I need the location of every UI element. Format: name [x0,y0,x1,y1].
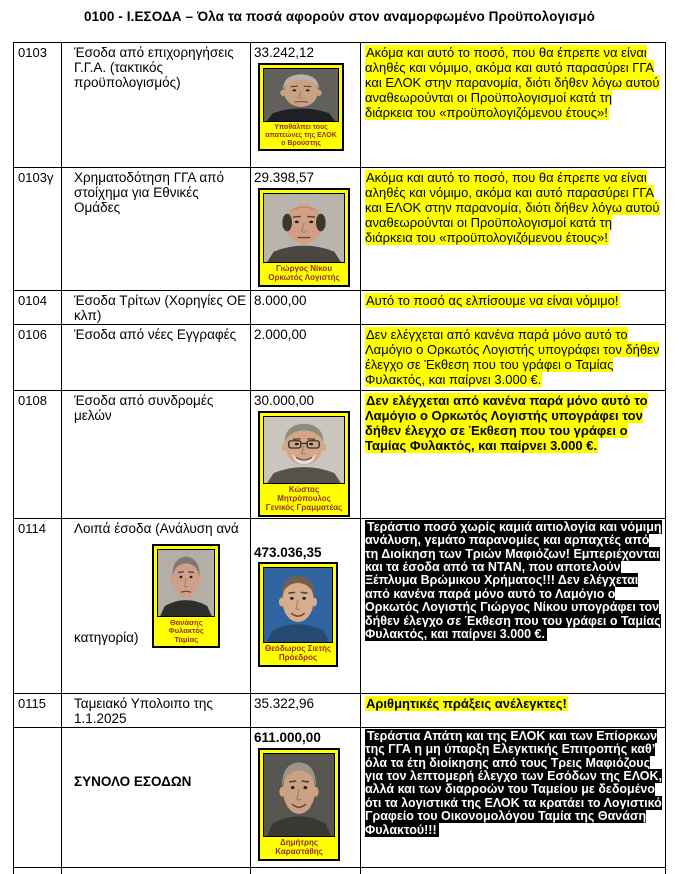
person-photo [258,562,338,667]
row-comment-cell [361,693,666,727]
row-code: 0108 [14,391,62,519]
table-row-0106 [14,325,666,391]
person-photo-image [157,549,215,617]
amount-value: 29.398,57 [254,170,315,185]
photo-caption: Δημήτρης Καραστάθης [275,837,323,856]
person-photo-image [263,193,345,263]
row-description [62,168,251,291]
person-photo [258,411,350,517]
comment-highlight: Ακόμα και αυτό το ποσό, που θα έπρεπε να είναι αληθές και νόμιμο, ακόμα και αυτό παρασύρει ΓΓΑ και ΕΛΟΚ στην παρανομία, διότι δήθεν λόγω αυτού αναθεωρούνται οι Προϋπολογισμοί κατά τη διάρκεια του «προϋπολογιζόμενου έτους»! [365,45,660,120]
person-photo [152,544,220,648]
person-photo-image [263,68,339,122]
row-code: 0115 [14,693,62,727]
row-comment-cell [361,325,666,391]
row-description [62,325,251,391]
row-description [62,391,251,519]
row-description [62,693,251,727]
row-amount-cell [251,291,361,325]
person-photo-image [263,753,335,837]
row-code: 0106 [14,325,62,391]
table-row-0103g [14,168,666,291]
row-amount-cell [251,391,361,519]
row-comment-cell [361,867,666,874]
photo-caption: Υποθάλπει τους απατεώνες της ΕΛΟΚ ο Βρούστης [265,124,337,147]
description-text: Λοιπά έσοδα (Ανάλυση ανά κατηγορία) [74,520,239,645]
description-text: Χρηματοδότηση ΓΓΑ από στοίχημα για Εθνικές Ομάδες [74,170,224,215]
table-row-total [14,727,666,867]
description-text: Έσοδα από νέες Εγγραφές [74,327,237,342]
row-code [14,867,62,874]
row-code: 0114 [14,518,62,693]
row-comment-cell [361,727,666,867]
table-row-0115 [14,693,666,727]
row-description [62,291,251,325]
amount-value: 33.242,12 [254,45,315,60]
comment-highlight: Δεν ελέγχεται από κανένα παρά μόνο αυτό το Λαμόγιο ο Ορκωτός Λογιστής υπογράφει τον δήθεν έλεγχο σε Έκθεση που του γράφει ο Ταμίας Φυλακτός, και παίρνει 3.000 €. [365,393,648,453]
page-title: 0100 - Ι.ΕΣΟΔΑ – Όλα τα ποσά αφορούν στον αναμορφωμένο Προϋπολογισμό [84,9,595,24]
photo-caption: Γιώργος Νίκου Ορκωτός Λογιστής [268,264,340,282]
description-text: Ταμειακό Υπολοιπο της 1.1.2025 [74,695,213,726]
table-row-0104 [14,291,666,325]
amount-value: 611.000,00 [254,729,321,745]
amount-value: 473.036,35 [254,544,322,560]
table-row-0108 [14,391,666,519]
row-code: 0104 [14,291,62,325]
row-description [62,518,251,693]
person-photo [258,188,350,287]
person-photo-image [263,567,333,643]
description-text: Έσοδα από συνδρομές μελών [74,393,214,423]
table-row-0114 [14,518,666,693]
row-comment-cell [361,168,666,291]
row-code: 0103γ [14,168,62,291]
row-amount-cell [251,43,361,168]
row-description [62,867,251,874]
total-label: ΣΥΝΟΛΟ ΕΣΟΔΩΝ [74,773,192,789]
comment-highlight: Αυτό το ποσό ας ελπίσουμε να είναι νόμιμο! [366,293,619,308]
row-description [62,43,251,168]
row-amount-cell [251,727,361,867]
row-comment-cell [361,43,666,168]
person-photo [258,748,340,861]
income-table [13,42,666,874]
row-amount-cell [251,518,361,693]
row-amount-cell [251,168,361,291]
person-photo [258,63,344,151]
comment-highlight-black: Τεράστια Απάτη και της ΕΛΟΚ και των Επίορκων της ΓΓΑ η μη ύπαρξη Ελεγκτικής Επιτροπής καθ’ όλα τα έτη διοίκησης από τους Τρεις Μαφιόζους για τον λεπτομερή έλεγχο των Εσόδων της ΕΛΟΚ, αλλά και των διαρροών του Ταμείου με δεδομένο ότι τα λογιστικά της ΕΛΟΚ τα κρατάει το Λογιστικό Γραφείο του Οικονομολόγου Ταμία της Θανάση Φυλακτού!!! [365,728,662,837]
person-photo-image [263,416,345,484]
row-description [62,727,251,867]
row-amount-cell [251,693,361,727]
comment-highlight: Ακόμα και αυτό το ποσό, που θα έπρεπε να είναι αληθές και νόμιμο, ακόμα και αυτό παρασύρει ΓΓΑ και ΕΛΟΚ στην παρανομία, διότι δήθεν λόγω αυτού αναθεωρούνται οι Προϋπολογισμοί κατά τη διάρκεια του «προϋπολογιζόμενου έτους»! [365,170,660,245]
row-code: 0103 [14,43,62,168]
comment-highlight: Δεν ελέγχεται από κανένα παρά μόνο αυτό το Λαμόγιο ο Ορκωτός Λογιστής υπογράφει τον δήθεν έλεγχο σε Έκθεση που του γράφει ο Ταμίας Φυλακτός, και παίρνει 3.000 €. [365,327,660,387]
row-comment-cell [361,291,666,325]
photo-caption: Θανάσης Φυλακτός Ταμίας [168,617,204,644]
comment-highlight: Αριθμητικές πράξεις ανέλεγκτες! [366,695,567,711]
amount-value: 2.000,00 [254,327,307,342]
photo-caption: Θεόδωρος Σιετής Πρόεδρος [264,643,332,662]
row-comment-cell [361,518,666,693]
description-text: Έσοδα από επιχορηγήσεις Γ.Γ.Α. (τακτικός προϋπολογισμός) [74,45,234,90]
comment-highlight-black: Τεράστιο ποσό χωρίς καμιά αιτιολογία και νόμιμη ανάλυση, γεμάτο παρανομίες και αρπαχτές από τη Διοίκηση των Τριών Μαφιόζων! Εμπεριέχονται και τα έσοδα από τα ΝΤΑΝ, που αποτελούν Ξέπλυμα Βρώμικου Χρήματος!!! Δεν ελέγχεται από κανένα παρά μόνο αυτό το Λαμόγιο ο Ορκωτός Λογιστής Γιώργος Νίκου υπογράφει τον δήθεν έλεγχο σε Έκθεση που του γράφει ο Ταμίας Φυλακτός, και παίρνει 3.000 €. [365,519,662,642]
table-row-0103 [14,43,666,168]
photo-caption: Κώστας Μητρόπουλος Γενικός Γραμματέας [265,485,343,512]
row-amount-cell [251,325,361,391]
amount-value: 35.322,96 [254,695,315,711]
description-text: Έσοδα Τρίτων (Χορηγίες ΟΕ κλπ) [74,293,247,323]
row-comment-cell [361,391,666,519]
amount-value: 30.000,00 [254,393,315,408]
row-amount-cell [251,867,361,874]
amount-value: 8.000,00 [254,293,307,308]
row-code [14,727,62,867]
table-row-cutoff [14,867,666,874]
